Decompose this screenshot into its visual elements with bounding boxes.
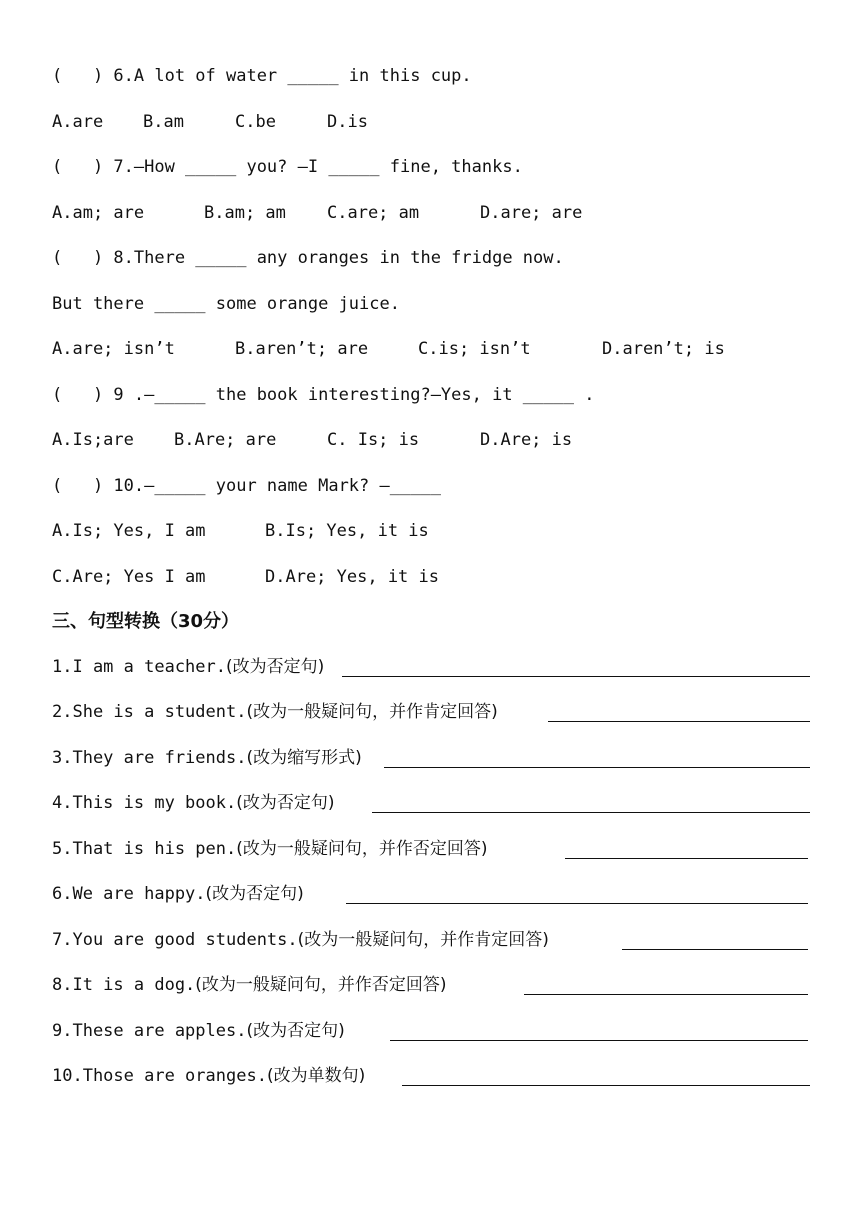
transform-item-1 — [52, 656, 324, 678]
question-7-option-c: C.are; am — [327, 203, 420, 223]
transform-item-7-instruction: (改为一般疑问句，并作肯定回答) — [297, 930, 549, 950]
answer-line-3[interactable] — [384, 767, 810, 768]
transform-item-2 — [52, 701, 498, 723]
question-8-option-c: C.is; isn’t — [418, 339, 531, 359]
transform-item-3-instruction: (改为缩写形式) — [246, 748, 362, 768]
transform-item-8-instruction: (改为一般疑问句，并作否定回答) — [195, 975, 447, 995]
transform-item-7-sentence: 7.You are good students. — [52, 930, 298, 950]
transform-item-4 — [52, 792, 335, 814]
transform-item-3 — [52, 747, 362, 769]
answer-line-5[interactable] — [565, 858, 808, 859]
question-9-option-c: C. Is; is — [327, 430, 420, 450]
question-9-option-d: D.Are; is — [480, 430, 573, 450]
transform-item-10-instruction: (改为单数句) — [266, 1066, 366, 1086]
question-10-option-a: A.Is; Yes, I am — [52, 521, 206, 541]
transform-item-5-instruction: (改为一般疑问句，并作否定回答) — [236, 839, 488, 859]
transform-item-1-sentence: 1.I am a teacher. — [52, 657, 226, 677]
transform-item-8 — [52, 974, 447, 996]
transform-item-9-sentence: 9.These are apples. — [52, 1021, 247, 1041]
question-6-option-c: C.be — [235, 112, 276, 132]
transform-item-8-sentence: 8.It is a dog. — [52, 975, 196, 995]
transform-item-1-instruction: (改为否定句) — [226, 657, 325, 677]
transform-item-10 — [52, 1065, 365, 1087]
transform-item-10-sentence: 10.Those are oranges. — [52, 1066, 267, 1086]
transform-item-5-sentence: 5.That is his pen. — [52, 839, 237, 859]
question-8-stem: ( ) 8.There _____ any oranges in the fridge now. — [52, 248, 564, 268]
answer-line-7[interactable] — [622, 949, 808, 950]
transform-item-7 — [52, 929, 549, 951]
question-7-option-b: B.am; am — [204, 203, 286, 223]
answer-line-8[interactable] — [524, 994, 808, 995]
transform-item-6-instruction: (改为否定句) — [205, 884, 304, 904]
question-9-stem: ( ) 9 .—_____ the book interesting?—Yes, it _____ . — [52, 385, 595, 405]
transform-item-4-instruction: (改为否定句) — [236, 793, 335, 813]
transform-item-2-instruction: (改为一般疑问句，并作肯定回答) — [246, 702, 498, 722]
transform-item-2-sentence: 2.She is a student. — [52, 702, 247, 722]
question-8-option-b: B.aren’t; are — [235, 339, 369, 359]
question-10-stem: ( ) 10.—_____ your name Mark? —_____ — [52, 476, 441, 496]
transform-item-5 — [52, 838, 488, 860]
transform-item-4-sentence: 4.This is my book. — [52, 793, 237, 813]
section-3-title: 三、句型转换（30分） — [52, 611, 240, 632]
question-7-option-a: A.am; are — [52, 203, 145, 223]
answer-line-1[interactable] — [342, 676, 810, 677]
question-7-stem: ( ) 7.—How _____ you? —I _____ fine, thanks. — [52, 157, 523, 177]
question-7-option-d: D.are; are — [480, 203, 583, 223]
answer-line-2[interactable] — [548, 721, 810, 722]
answer-line-10[interactable] — [402, 1085, 810, 1086]
transform-item-6-sentence: 6.We are happy. — [52, 884, 206, 904]
question-9-option-a: A.Is;are — [52, 430, 134, 450]
answer-line-6[interactable] — [346, 903, 808, 904]
question-10-option-c: C.Are; Yes I am — [52, 567, 206, 587]
question-9-option-b: B.Are; are — [174, 430, 277, 450]
question-8-option-a: A.are; isn’t — [52, 339, 175, 359]
question-6-option-b: B.am — [143, 112, 184, 132]
question-6-option-a: A.are — [52, 112, 104, 132]
transform-item-6 — [52, 883, 304, 905]
transform-item-9 — [52, 1020, 345, 1042]
transform-item-9-instruction: (改为否定句) — [246, 1021, 345, 1041]
question-6-stem: ( ) 6.A lot of water _____ in this cup. — [52, 66, 472, 86]
question-10-option-d: D.Are; Yes, it is — [265, 567, 439, 587]
answer-line-9[interactable] — [390, 1040, 808, 1041]
transform-item-3-sentence: 3.They are friends. — [52, 748, 247, 768]
question-10-option-b: B.Is; Yes, it is — [265, 521, 429, 541]
question-8-option-d: D.aren’t; is — [602, 339, 725, 359]
question-8-stem-continued: But there _____ some orange juice. — [52, 294, 400, 314]
answer-line-4[interactable] — [372, 812, 810, 813]
question-6-option-d: D.is — [327, 112, 368, 132]
